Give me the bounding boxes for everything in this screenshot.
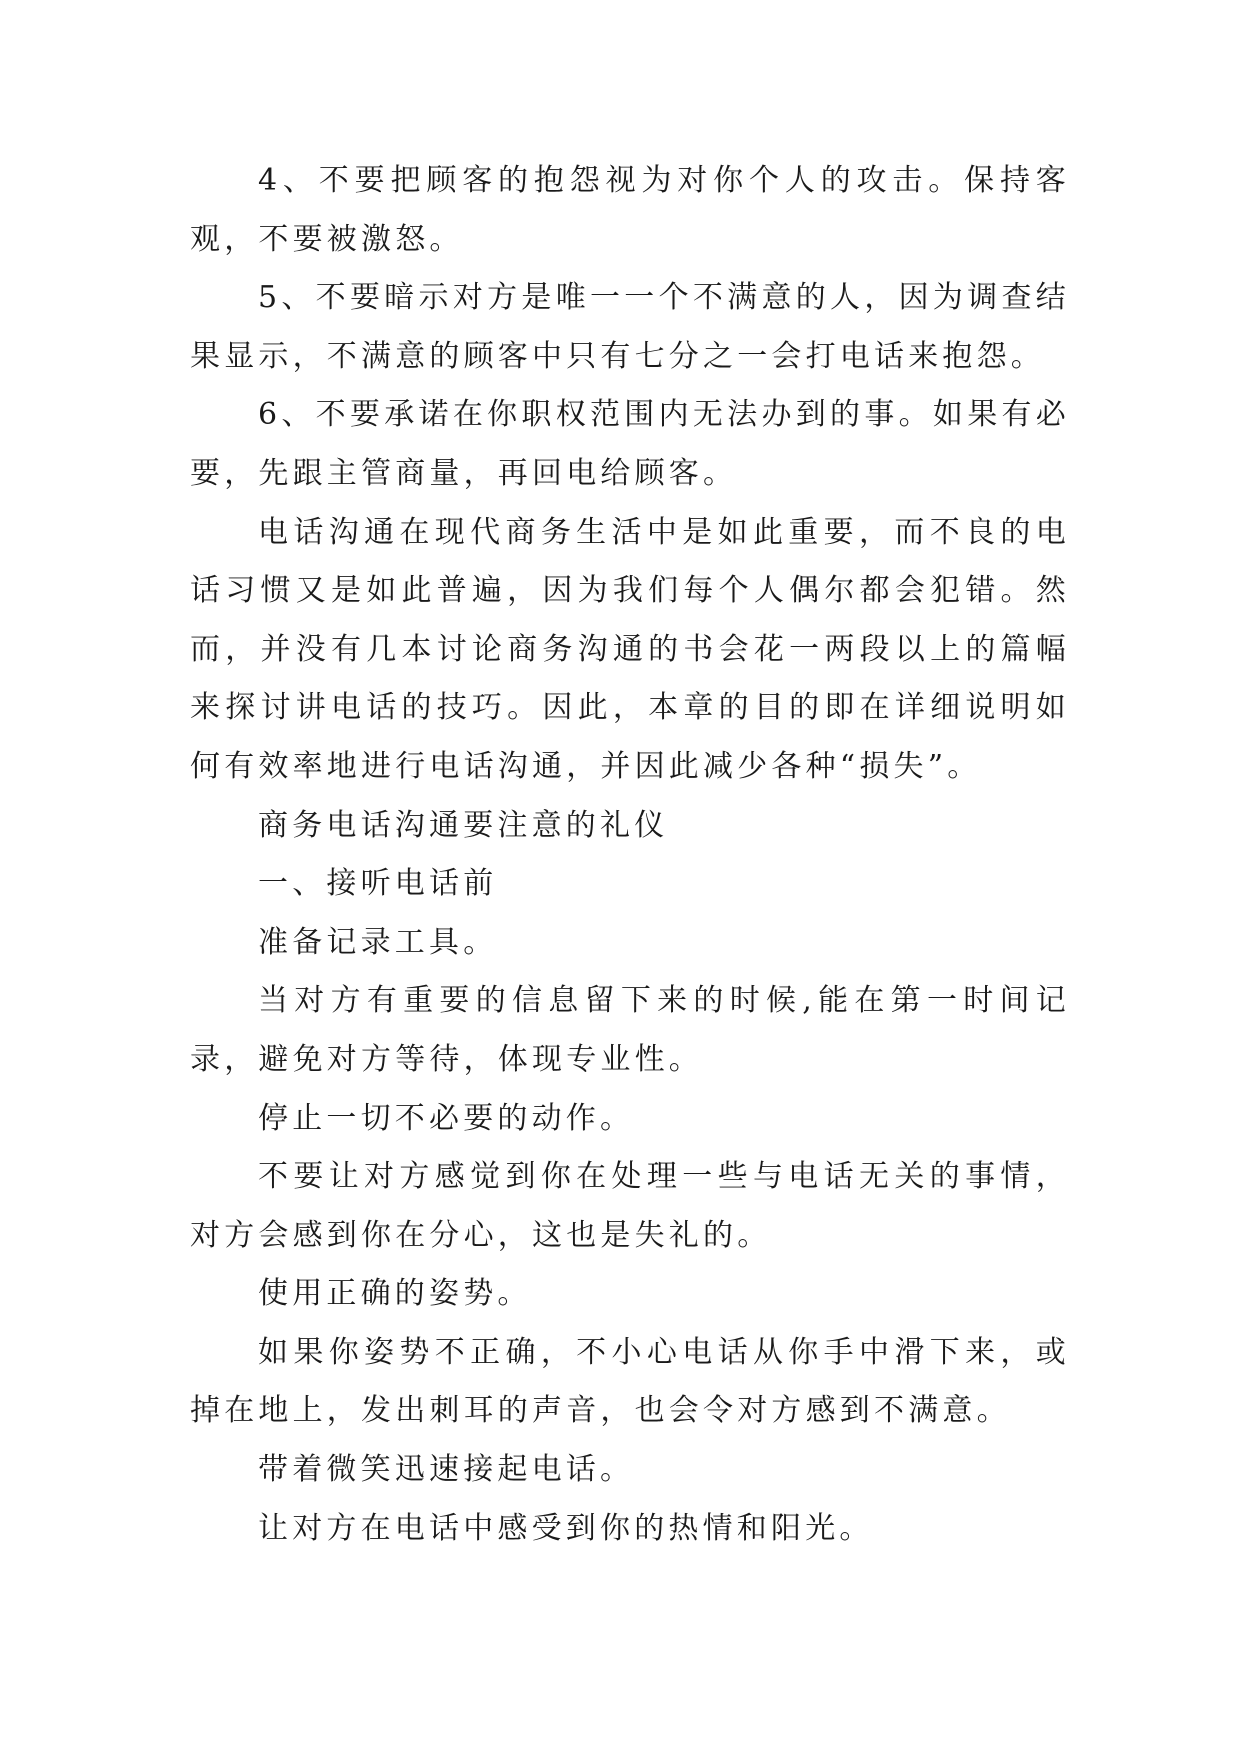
item-body-stop-actions: 不要让对方感觉到你在处理一些与电话无关的事情，对方会感到你在分心，这也是失礼的。 — [190, 1159, 1070, 1253]
item-heading-recording-tools: 准备记录工具。 — [258, 924, 498, 960]
item-heading-posture: 使用正确的姿势。 — [258, 1276, 532, 1312]
item-heading-smile: 带着微笑迅速接起电话。 — [258, 1452, 635, 1488]
paragraph-tip-6: 6、不要承诺在你职权范围内无法办到的事。如果有必要，先跟主管商量，再回电给顾客。 — [190, 397, 1070, 491]
item-body-recording-tools: 当对方有重要的信息留下来的时候,能在第一时间记录，避免对方等待，体现专业性。 — [190, 983, 1070, 1077]
item-heading-stop-actions: 停止一切不必要的动作。 — [258, 1100, 635, 1136]
section-heading: 商务电话沟通要注意的礼仪 — [258, 807, 669, 843]
item-body-smile: 让对方在电话中感受到你的热情和阳光。 — [258, 1510, 874, 1546]
document-body — [190, 152, 1070, 1558]
subsection-heading: 一、接听电话前 — [258, 866, 498, 902]
paragraph-tip-5: 5、不要暗示对方是唯一一个不满意的人，因为调查结果显示，不满意的顾客中只有七分之一会打电话来抱怨。 — [190, 280, 1070, 374]
item-body-posture: 如果你姿势不正确，不小心电话从你手中滑下来，或掉在地上，发出刺耳的声音，也会令对方感到不满意。 — [190, 1334, 1070, 1429]
paragraph-intro: 电话沟通在现代商务生活中是如此重要，而不良的电话习惯又是如此普遍，因为我们每个人偶尔都会犯错。然而，并没有几本讨论商务沟通的书会花一两段以上的篇幅来探讨讲电话的技巧。因此，本章的目的即在详细说明如何有效率地进行电话沟通，并因此减少各种“损失”。 — [190, 514, 1070, 784]
paragraph-tip-4: 4、不要把顾客的抱怨视为对你个人的攻击。保持客观，不要被激怒。 — [190, 163, 1070, 257]
